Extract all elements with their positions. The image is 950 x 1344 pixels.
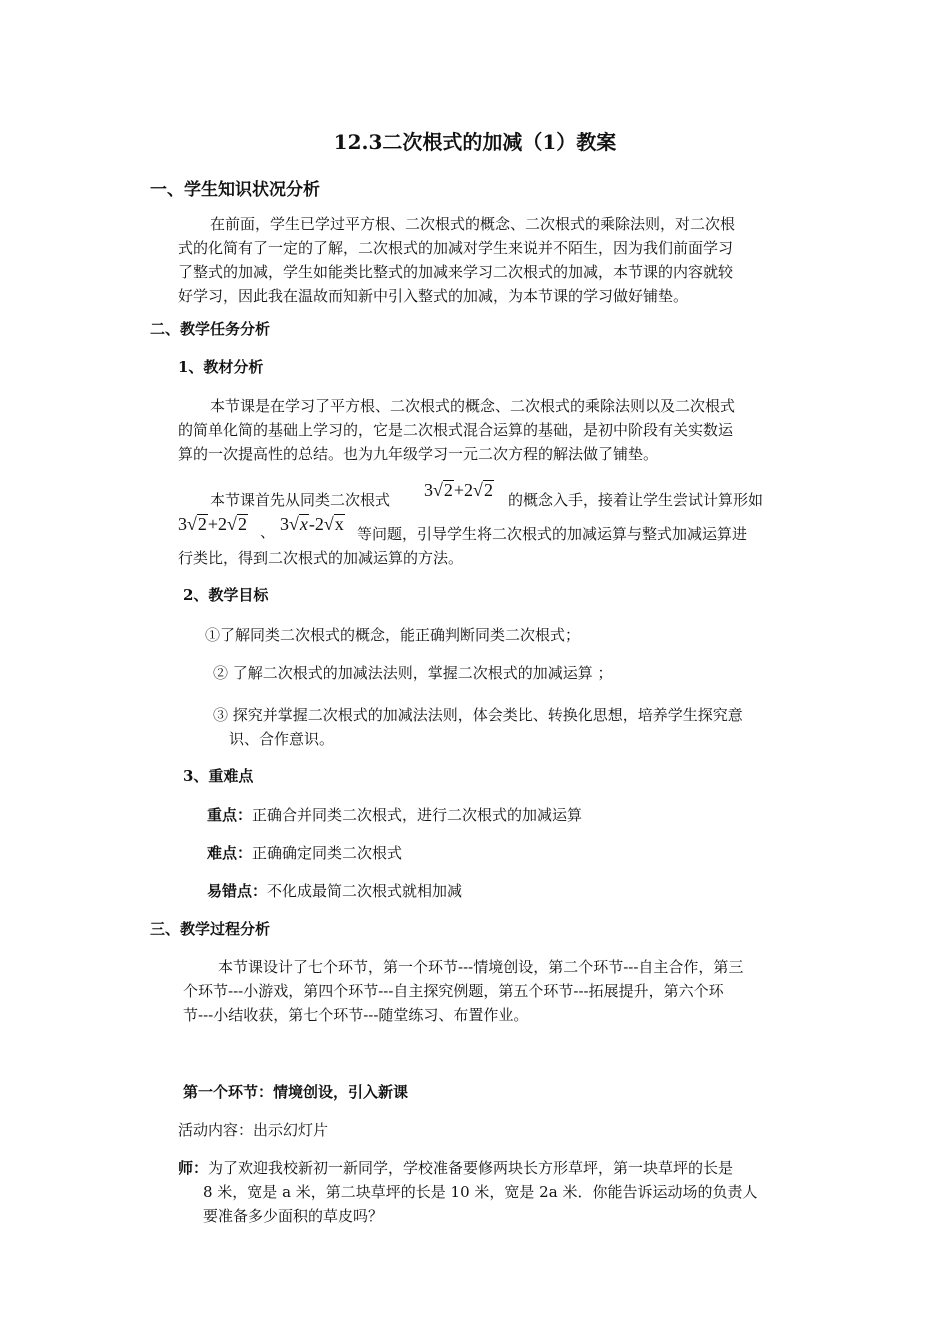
teacher-line: 要准备多少面积的草皮吗？	[203, 1207, 384, 1225]
key-point: 重点：正确合并同类二次根式，进行二次根式的加减运算	[207, 806, 583, 824]
document-title: 12.3二次根式的加减（1）教案	[333, 130, 617, 154]
paragraph-line: 本节课是在学习了平方根、二次根式的概念、二次根式的乘除法则以及二次根式	[210, 397, 736, 415]
paragraph-line: 个环节---小游戏，第四个环节---自主探究例题，第五个环节---拓展提升，第六个环	[183, 982, 724, 1000]
subsection-heading: 1、教材分析	[178, 358, 264, 376]
section-heading-2: 二、教学任务分析	[150, 320, 271, 338]
math-expression-3sqrtx-minus-2sqrtx: 3√x-2√x	[280, 514, 344, 534]
paragraph-line: 等问题，引导学生将二次根式的加减运算与整式加减运算进	[357, 525, 748, 543]
objective-item: ①了解同类二次根式的概念，能正确判断同类二次根式；	[205, 626, 581, 644]
paragraph-line: 的简单化简的基础上学习的，它是二次根式混合运算的基础，是初中阶段有关实数运	[178, 421, 734, 439]
error-prone-point: 易错点：不化成最简二次根式就相加减	[207, 882, 463, 900]
subsection-heading: 3、重难点	[183, 767, 254, 785]
paragraph-line: 式的化简有了一定的了解，二次根式的加减对学生来说并不陌生，因为我们前面学习	[178, 239, 734, 257]
paragraph-line: 的概念入手，接着让学生尝试计算形如	[508, 491, 764, 509]
section-heading-1: 一、学生知识状况分析	[150, 180, 320, 200]
paragraph-line: 本节课设计了七个环节，第一个环节---情境创设，第二个环节---自主合作，第三	[218, 958, 744, 976]
teacher-line: 师：为了欢迎我校新初一新同学，学校准备要修两块长方形草坪，第一块草坪的长是	[178, 1159, 734, 1177]
paragraph-line: 算的一次提高性的总结。也为九年级学习一元二次方程的解法做了铺垫。	[178, 445, 659, 463]
paragraph-line: 在前面，学生已学过平方根、二次根式的概念、二次根式的乘除法则，对二次根	[210, 215, 736, 233]
objective-item: 识、合作意识。	[229, 730, 335, 748]
math-expression-3sqrt2-plus-2sqrt2: 3√2+2√2	[424, 480, 493, 500]
subsection-heading: 2、教学目标	[183, 586, 269, 604]
section-heading-3: 三、教学过程分析	[150, 920, 271, 938]
separator-text: 、	[260, 523, 276, 541]
activity-text: 活动内容：出示幻灯片	[178, 1121, 329, 1139]
paragraph-line: 好学习，因此我在温故而知新中引入整式的加减，为本节课的学习做好铺垫。	[178, 287, 689, 305]
link-heading: 第一个环节：情境创设，引入新课	[183, 1083, 409, 1101]
math-expression-3sqrt2-plus-2sqrt2: 3√2+2√2	[178, 514, 247, 534]
paragraph-line: 本节课首先从同类二次根式	[210, 491, 391, 509]
paragraph-line: 节---小结收获，第七个环节---随堂练习、布置作业。	[183, 1006, 529, 1024]
objective-item: ② 了解二次根式的加减法法则，掌握二次根式的加减运算 ；	[213, 664, 613, 682]
teacher-line: 8 米，宽是 a 米，第二块草坪的长是 10 米，宽是 2a 米．你能告诉运动场的负责人	[203, 1183, 758, 1201]
objective-item: ③ 探究并掌握二次根式的加减法法则，体会类比、转换化思想，培养学生探究意	[213, 706, 743, 724]
difficult-point: 难点：正确确定同类二次根式	[207, 844, 403, 862]
paragraph-line: 行类比，得到二次根式的加减运算的方法。	[178, 549, 464, 567]
paragraph-line: 了整式的加减，学生如能类比整式的加减来学习二次根式的加减，本节课的内容就较	[178, 263, 734, 281]
